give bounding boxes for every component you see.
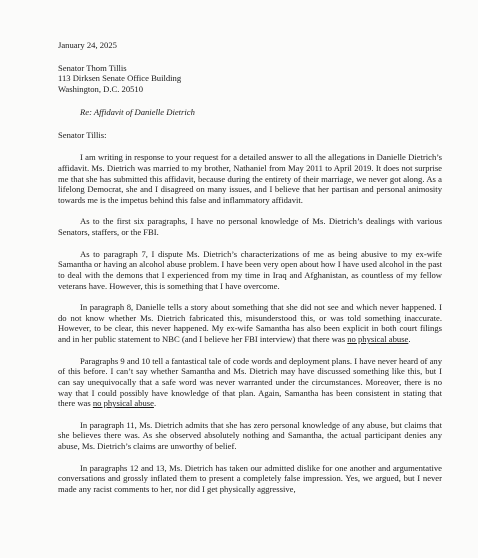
- paragraph-5-text: Paragraphs 9 and 10 tell a fantastical tale of code words and deployment plans. I have never heard of any of this before. I can’t say whether Samantha and Ms. Dietrich may have discussed something like this, but I can say unequivocally that a safe word was never warranted under the circumstances. Moreover, there is no way that I could possibly have knowledge of that plan. Again, Samantha has been consistent in stating that there was: [58, 355, 442, 409]
- paragraph-3: As to paragraph 7, I dispute Ms. Dietrich’s characterizations of me as being abusive to my ex-wife Samantha or having an alcohol abuse problem. I have been very open about how I have used alcohol in the past to deal with the demons that I experienced from my time in Iraq and Afghanistan, as countless of my fellow veterans have. However, this is something that I have overcome.: [58, 248, 442, 291]
- paragraph-4: [58, 302, 442, 345]
- paragraph-1: I am writing in response to your request for a detailed answer to all the allegations in Danielle Dietrich’s affidavit. Ms. Dietrich was married to my brother, Nathaniel from May 2011 to April 2019. It does not surprise me that she has submitted this affidavit, because during the entirety of their marriage, we never got along. As a lifelong Democrat, she and I disagreed on many issues, and I believe that her partisan and personal animosity towards me is the impetus behind this false and inflammatory affidavit.: [58, 152, 442, 206]
- recipient-office: 113 Dirksen Senate Office Building: [58, 73, 182, 84]
- recipient-name: Senator Thom Tillis: [58, 62, 127, 73]
- letter-date: January 24, 2025: [58, 40, 117, 50]
- paragraph-4-end: .: [408, 334, 411, 345]
- salutation: Senator Tillis:: [58, 129, 107, 140]
- paragraph-5: [58, 356, 442, 410]
- paragraph-7: In paragraphs 12 and 13, Ms. Dietrich has taken our admitted dislike for one another and argumentative conversations and grossly inflated them to present a completely false impression. Yes, we argued, but I never made any racist comments to her, nor did I get physically aggressive,: [58, 462, 442, 494]
- paragraph-4-text: In paragraph 8, Danielle tells a story about something that she did not see and which never happened. I do not know whether Ms. Dietrich fabricated this, misunderstood this, or was told something inaccurate. However, to be clear, this never happened. My ex-wife Samantha has also been explicit in both court filings and in her public statement to NBC (and I believe her FBI interview) that there was: [58, 302, 442, 345]
- paragraph-2: As to the first six paragraphs, I have no personal knowledge of Ms. Dietrich’s dealings with various Senators, staffers, or the FBI.: [58, 216, 442, 238]
- paragraph-5-end: .: [153, 398, 157, 409]
- recipient-city: Washington, D.C. 20510: [58, 84, 144, 95]
- underlined-phrase: no physical abuse: [347, 334, 409, 345]
- subject-line: Re: Affidavit of Danielle Dietrich: [80, 106, 195, 117]
- paragraph-6: In paragraph 11, Ms. Dietrich admits that she has zero personal knowledge of any abuse, but claims that she believes there was. As she observed absolutely nothing and Samantha, the actual participant denies any abuse, Ms. Dietrich’s claims are unworthy of belief.: [58, 419, 442, 452]
- underlined-phrase: no physical abuse: [92, 398, 154, 409]
- recipient-address: [58, 63, 442, 95]
